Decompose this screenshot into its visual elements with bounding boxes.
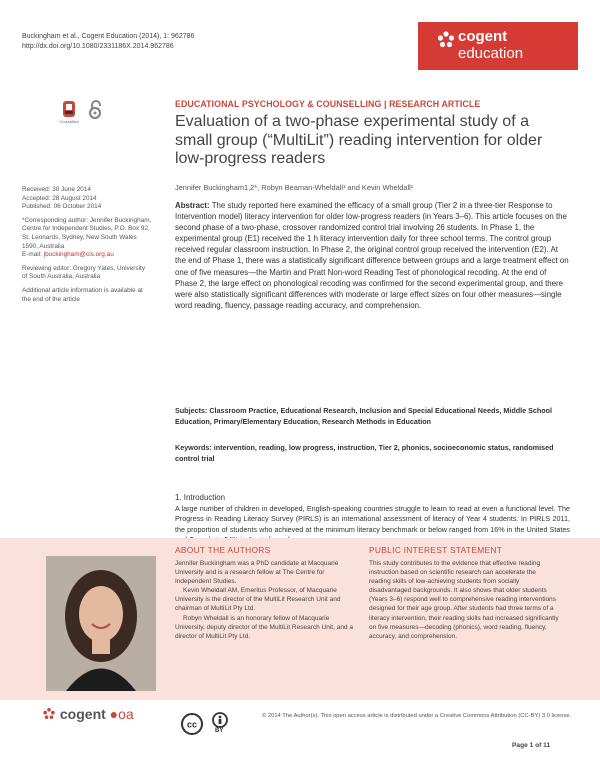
about-paragraph: Jennifer Buckingham was a PhD candidate at Macquarie University and is a research fellow at The Centre for Independent Studies. xyxy=(175,560,339,586)
article-type: EDUCATIONAL PSYCHOLOGY & COUNSELLING | RESEARCH ARTICLE xyxy=(175,99,481,109)
cc-license-badge[interactable] xyxy=(180,712,246,736)
date-block xyxy=(22,186,152,212)
subjects: Subjects: Classroom Practice, Educational Research, Inclusion and Special Educational Needs, Middle School Education, Primary/Elementary Education, Research Methods in Education xyxy=(175,406,553,426)
crossmark-label: CrossMark xyxy=(59,119,79,124)
keywords: Keywords: intervention, reading, low progress, instruction, Tier 2, phonics, socioeconomic status, randomised control trial xyxy=(175,443,554,463)
author-photo xyxy=(46,556,156,691)
corresponding-author: *Corresponding author: Jennifer Buckingham, Centre for Independent Studies, P.O. Box 92, St. Leonards, Sydney, New South Wales 1590, Australia xyxy=(22,216,152,250)
author-list: Jennifer Buckingham1,2*, Robyn Beaman-Wheldall¹ and Kevin Wheldall¹ xyxy=(175,183,414,192)
page-number-label: Page 1 of 11 xyxy=(512,742,551,749)
open-access-icon xyxy=(86,100,104,120)
article-title: Evaluation of a two-phase experimental study of a small group (“MultiLit”) reading intervention for older low-progress readers xyxy=(175,113,543,167)
citation-line: Buckingham et al., Cogent Education (2014), 1: 962786 xyxy=(22,33,195,40)
email-line xyxy=(22,251,152,260)
page-number xyxy=(512,742,550,749)
citation-block xyxy=(22,32,194,52)
additional-info-note: Additional article information is available at the end of the article xyxy=(22,286,143,303)
about-authors-text xyxy=(175,559,355,641)
published-date: Published: 06 October 2014 xyxy=(22,203,102,211)
about-paragraph: Robyn Wheldall is an honorary fellow of Macquarie University, deputy director of the MultiLit Research Unit, and a director of MultiLit Pty Ltd. xyxy=(175,614,353,640)
badge-group xyxy=(59,100,122,126)
received-date: Received: 30 June 2014 xyxy=(22,186,91,193)
cogent-flower-icon xyxy=(42,707,56,721)
crossmark-icon[interactable] xyxy=(62,100,76,118)
cogent-oa-logo: cogent ●oa xyxy=(42,706,134,722)
reviewing-editor: Reviewing editor: Gregory Yates, University of South Australia, Australia xyxy=(22,264,146,281)
abstract-label: Abstract: xyxy=(175,201,210,210)
footer-logo-word: cogent xyxy=(59,706,106,722)
journal-logo xyxy=(418,22,578,70)
section-heading: 1. Introduction xyxy=(175,493,226,502)
abstract-text: The study reported here examined the efficacy of a small group (Tier 2 in a three-tier Response to Intervention model) literacy intervention for older low-progress readers (in Years 3–6). This article focuses on the second phase of a two-phase, crossover randomized control trial involving 26 students. In Phase 1, the experimental group (E1) received the 1 h literacy intervention daily for three school terms. The control group received regular classroom instruction. In Phase 2, the original control group received the intervention (E2). At the end of Phase 1, there was a statistically significant difference between groups and a large treatment effect on one of five measures—the Martin and Pratt Non-word Reading Test of phonological recoding. At the end of Phase 2, the large effect on phonological recoding was confirmed for the second experimental group, and there were also statistically significant differences with moderate or large effect sizes on four other measures—single word reading, fluency, passage reading accuracy, and comprehension. xyxy=(175,201,569,310)
abstract xyxy=(175,200,570,311)
logo-word-education: education xyxy=(458,45,524,62)
about-paragraph: Kevin Wheldall AM, Emeritus Professor, of Macquarie University is the director of the MultiLit Research Unit and chairman of MultiLit Pty Ltd. xyxy=(175,587,341,613)
footer-logo-oa: oa xyxy=(118,706,134,722)
intro-paragraph: A large number of children in developed, English-speaking countries struggle to learn to read at even a functional level. The Progress in Reading Literacy Survey (PIRLS) is an international assessment of literacy of Year 4 students. In PIRLS 2011, the proportion of students who achieved at the minimum literacy benchmark or below ranged from 16% in the United States xyxy=(175,504,570,534)
svg-text:cc: cc xyxy=(186,719,198,730)
article-info-sidebar xyxy=(22,186,152,309)
public-interest-text: This study contributes to the evidence that effective reading instruction based on scientific research can accelerate the reading skills of low-achieving students from socially disadvantaged backgrounds. It also shows that older students (Years 3–6) respond well to comprehensive reading interventions designed for their age group. After students had three terms of a literacy intervention, their reading skills had increased significantly on five measures—decoding (phonics), word reading, fluency, accuracy, and comprehension. xyxy=(369,560,559,640)
cc-by-label: BY xyxy=(215,728,224,734)
logo-word-cogent: cogent xyxy=(458,28,508,45)
accepted-date: Accepted: 28 August 2014 xyxy=(22,194,97,202)
doi-link[interactable]: http://dx.doi.org/10.1080/2331186X.2014.962786 xyxy=(22,43,174,50)
cogent-flower-icon xyxy=(436,30,456,50)
email-label: E-mail: xyxy=(22,251,44,259)
public-interest-heading: PUBLIC INTEREST STATEMENT xyxy=(369,545,503,555)
email-link[interactable]: jbuckingham@cis.org.au xyxy=(43,251,114,259)
about-authors-heading: ABOUT THE AUTHORS xyxy=(175,545,271,555)
license-text: © 2014 The Author(s). This open access article is distributed under a Creative Commons Attribution (CC-BY) 3.0 license. xyxy=(262,713,572,719)
